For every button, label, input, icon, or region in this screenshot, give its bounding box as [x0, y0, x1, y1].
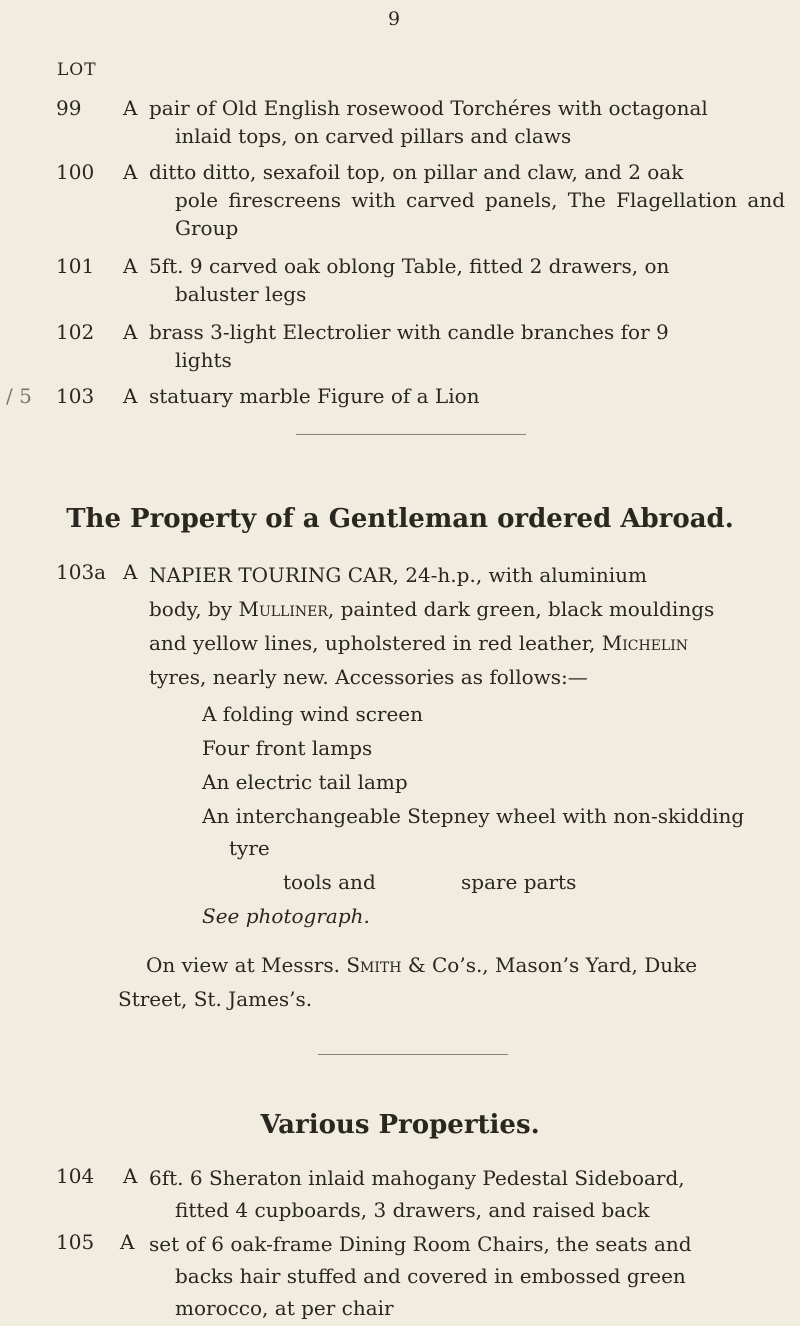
lot-number: 105 [56, 1230, 95, 1254]
text-fragment: and yellow lines, upholstered in red leather, [149, 631, 602, 655]
lot-description-line: NAPIER TOURING CAR, 24-h.p., with aluminium [149, 563, 648, 587]
lot-description-continuation: morocco, at per chair [175, 1296, 394, 1320]
lot-description-line: pair of Old English rosewood Torchéres with octagonal [149, 96, 708, 120]
lot-number: 103 [56, 384, 95, 408]
lot-description-line: brass 3-light Electrolier with candle branches for 9 [149, 320, 669, 344]
accessory-item: spare parts [461, 870, 577, 894]
accessory-item: An interchangeable Stepney wheel with non-skidding [202, 804, 745, 828]
lot-description-continuation: backs hair stuffed and covered in embossed green [175, 1264, 686, 1288]
lot-article: A [123, 96, 138, 120]
lot-number: 103a [56, 560, 107, 584]
lot-description-continuation: lights [175, 348, 232, 372]
lot-number: 104 [56, 1164, 95, 1188]
text-fragment: On view at Messrs. [146, 953, 347, 977]
lot-description [149, 318, 789, 374]
lot-description-continuation: pole firescreens with carved panels, The Flagellation and Group [175, 188, 785, 240]
lot-description [149, 158, 789, 242]
page-number: 9 [388, 8, 401, 30]
margin-handwriting: / 5 [6, 384, 32, 408]
section-rule [318, 1054, 508, 1055]
accessory-item: An electric tail lamp [202, 770, 408, 794]
lot-number: 102 [56, 320, 95, 344]
accessory-item-continuation: tyre [229, 836, 270, 860]
lot-column-header: LOT [57, 60, 97, 80]
lot-description [149, 252, 789, 308]
lot-description [149, 1228, 789, 1324]
text-fragment: body, by [149, 597, 239, 621]
firm-name: Smith [346, 953, 402, 977]
viewing-note-line [118, 948, 790, 982]
lot-description-line: tyres, nearly new. Accessories as follows:— [149, 665, 588, 689]
lot-article: A [120, 1230, 135, 1254]
accessory-item: Four front lamps [202, 736, 373, 760]
lot-number: 99 [56, 96, 82, 120]
lot-description [149, 558, 789, 694]
lot-description-continuation: inlaid tops, on carved pillars and claws [175, 124, 572, 148]
lot-description [149, 1162, 789, 1226]
lot-article: A [123, 1164, 138, 1188]
lot-number: 101 [56, 254, 95, 278]
accessory-item: tools and [283, 870, 376, 894]
lot-description-line: ditto ditto, sexafoil top, on pillar and claw, and 2 oak [149, 160, 684, 184]
section-heading: The Property of a Gentleman ordered Abroad. [66, 504, 734, 534]
lot-article: A [123, 320, 138, 344]
lot-article: A [123, 160, 138, 184]
accessory-item: A folding wind screen [202, 702, 424, 726]
lot-description-continuation: baluster legs [175, 282, 307, 306]
tyre-brand: Michelin [601, 631, 689, 655]
lot-description [149, 94, 789, 150]
lot-description-continuation: fitted 4 cupboards, 3 drawers, and raised back [175, 1198, 650, 1222]
lot-article: A [123, 254, 138, 278]
lot-article: A [123, 384, 138, 408]
lot-description-line [149, 626, 789, 660]
lot-description-line: 5ft. 9 carved oak oblong Table, fitted 2 drawers, on [149, 254, 670, 278]
lot-description-line: 6ft. 6 Sheraton inlaid mahogany Pedestal Sideboard, [149, 1166, 685, 1190]
section-heading: Various Properties. [260, 1110, 540, 1140]
lot-description [149, 382, 789, 410]
lot-description-line: set of 6 oak-frame Dining Room Chairs, the seats and [149, 1232, 692, 1256]
lot-article: A [123, 560, 138, 584]
lot-description-line [149, 592, 789, 626]
viewing-note [118, 948, 790, 1016]
photograph-note: See photograph. [202, 904, 370, 928]
lot-number: 100 [56, 160, 95, 184]
section-rule [296, 434, 526, 435]
viewing-note-line: Street, St. James’s. [118, 987, 313, 1011]
text-fragment: , painted dark green, black mouldings [327, 597, 715, 621]
text-fragment: & Co’s., Mason’s Yard, Duke [401, 953, 698, 977]
coachbuilder-name: Mulliner [238, 597, 328, 621]
lot-description-line: statuary marble Figure of a Lion [149, 384, 480, 408]
